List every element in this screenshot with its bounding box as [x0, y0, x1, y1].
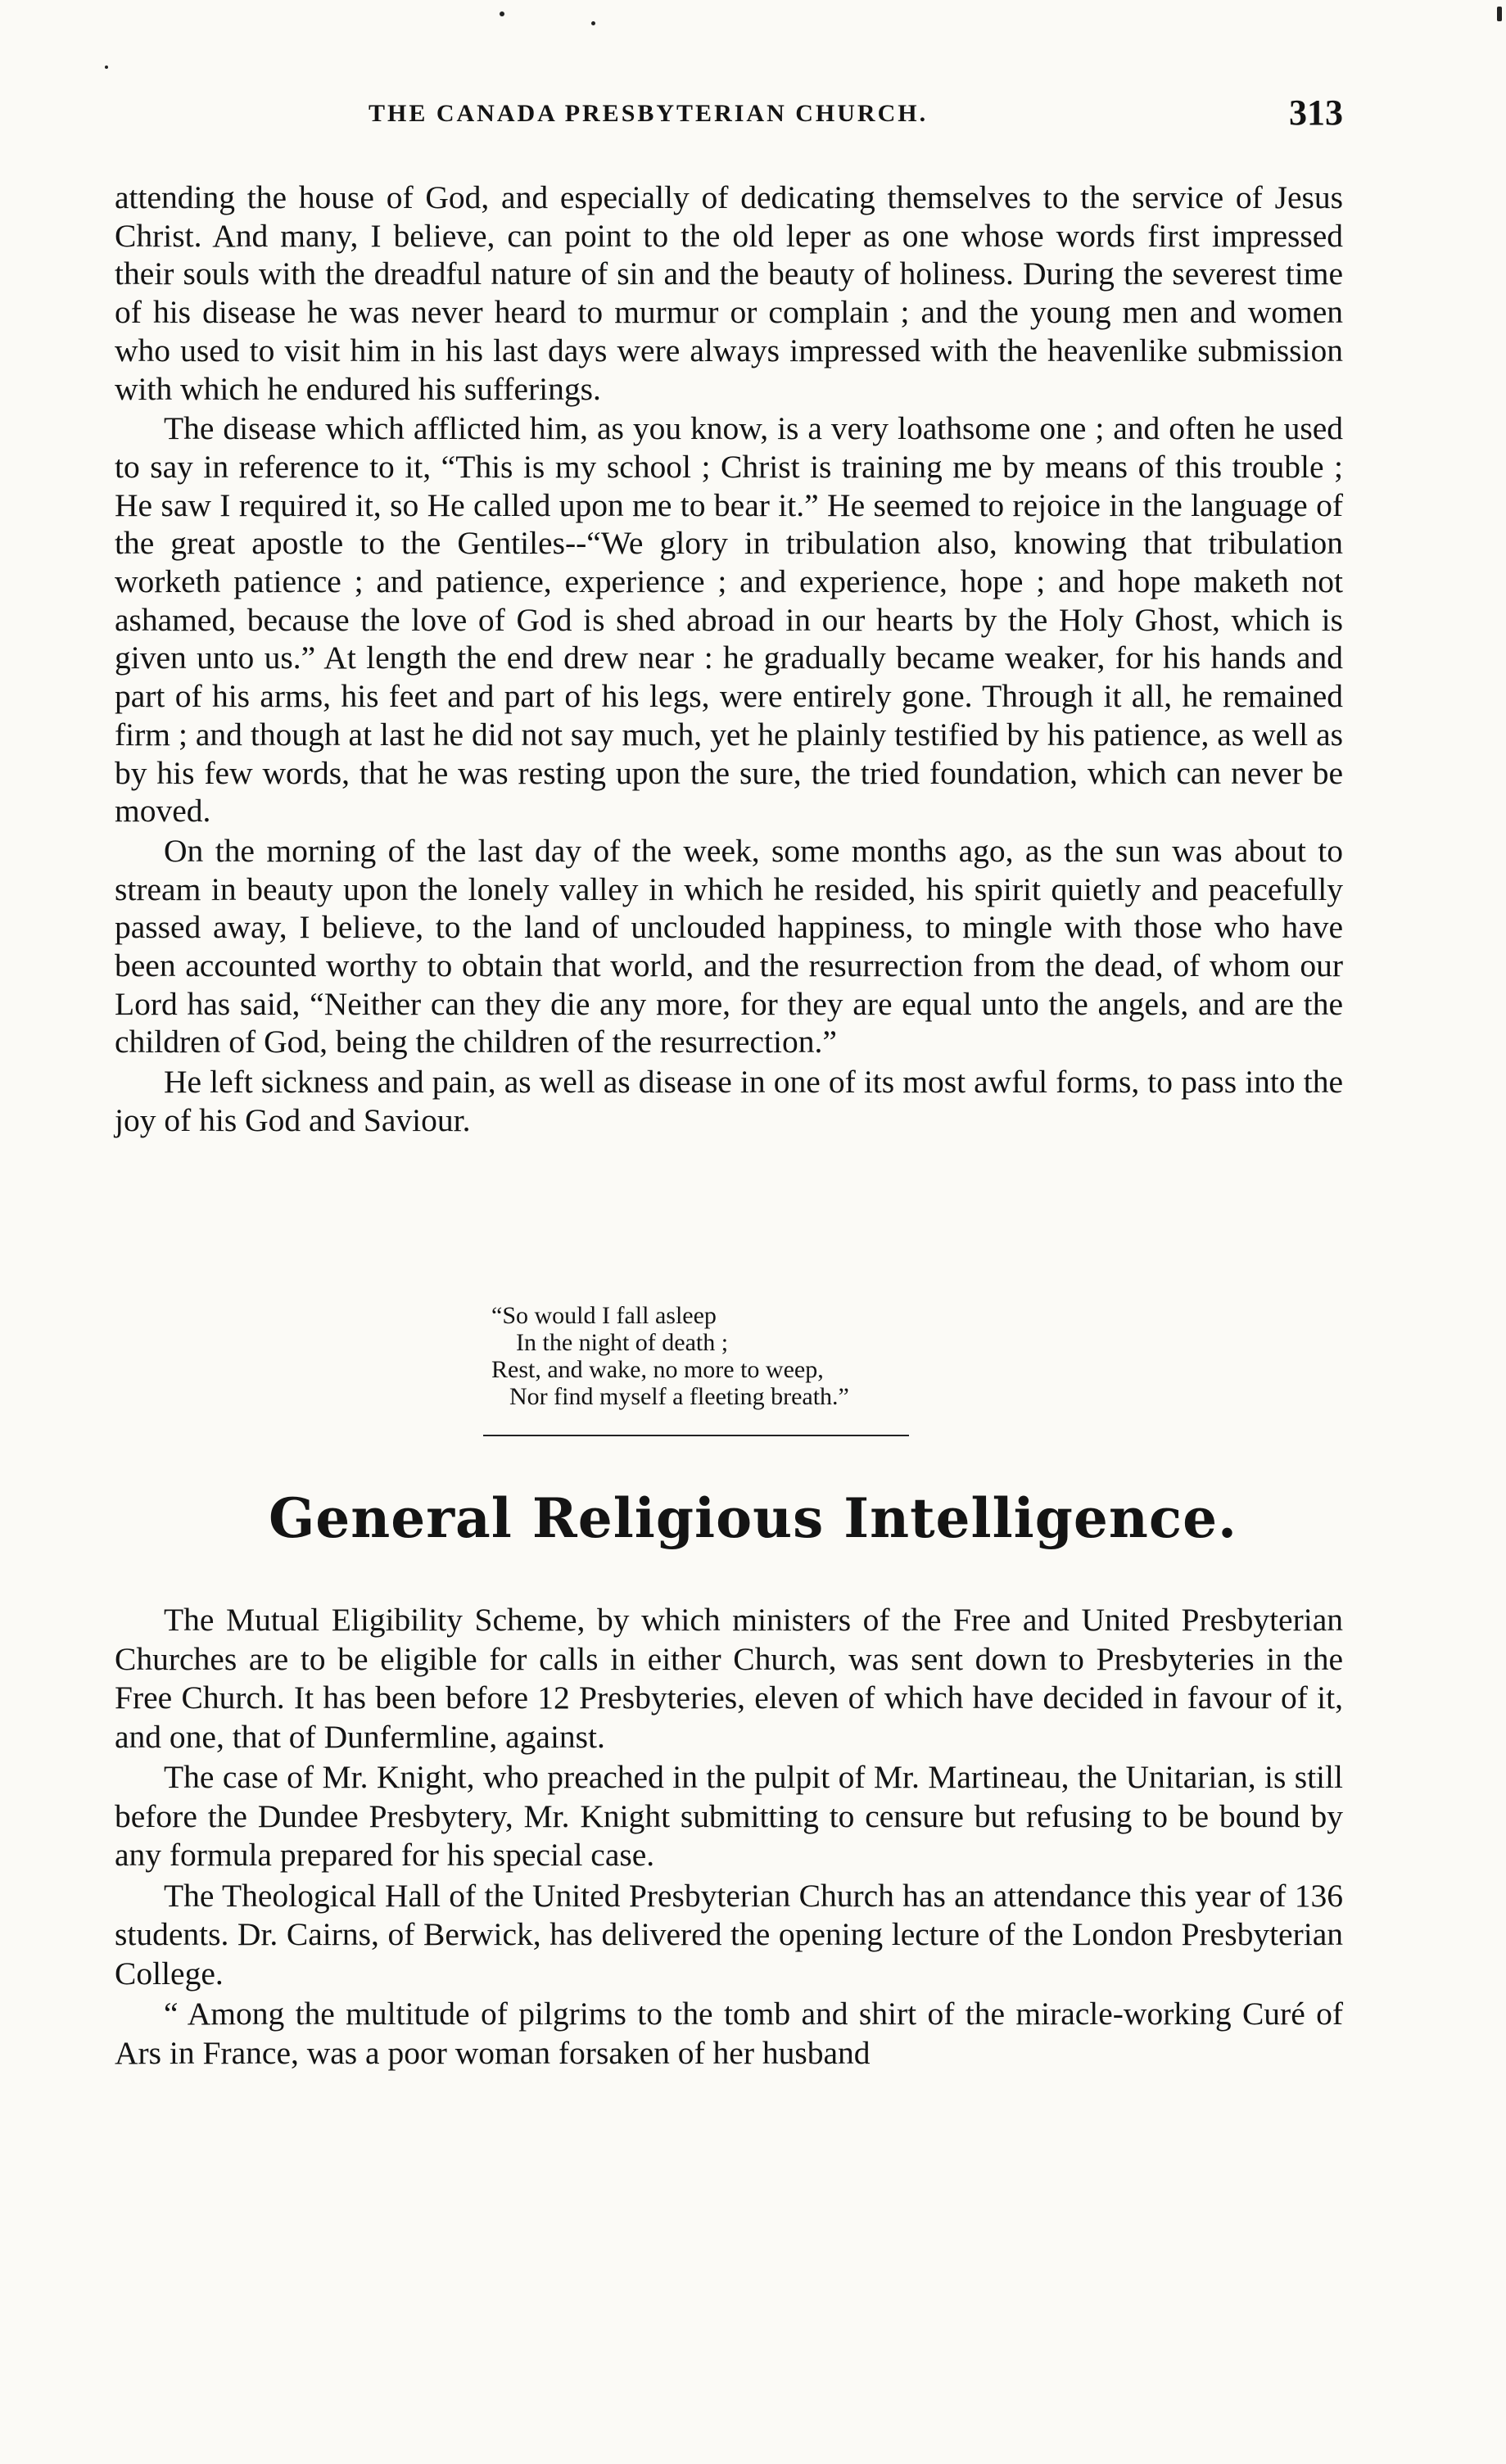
paragraph: He left sickness and pain, as well as disease in one of its most awful forms, to pass into the joy of his God and Saviour. — [115, 1064, 1343, 1138]
page-number: 313 — [1289, 93, 1343, 133]
paragraph: On the morning of the last day of the week, some months ago, as the sun was about to stream in beauty upon the lonely valley in which he resided, his spirit quietly and peacefully passed away, I believe, to the land of unclouded happiness, to mingle with those who have been accounted worthy to obtain that world, and the resurrection from the dead, of whom our Lord has said, “Neither can they die any more, for they are equal unto the angels, and are the children of God, being the children of the resurrection.” — [115, 832, 1343, 1060]
obituary-text — [115, 179, 1343, 1142]
section-heading: General Religious Intelligence. — [268, 1486, 1238, 1550]
paragraph: The case of Mr. Knight, who preached in the pulpit of Mr. Martineau, the Unitarian, is still before the Dundee Presbytery, Mr. Knight submitting to censure but refusing to be bound by any formula prepared for his special case. — [115, 1759, 1343, 1873]
running-title: THE CANADA PRESBYTERIAN CHURCH. — [369, 100, 929, 127]
poem-quotation — [491, 1302, 1146, 1410]
poem-line: “So would I fall asleep — [491, 1302, 717, 1329]
paragraph: The disease which afflicted him, as you know, is a very loathsome one ; and often he used to say in reference to it, “This is my school ; Christ is training me by means of this trouble ; He saw I required it, so He called upon me to bear it.” He seemed to rejoice in the language of the great apostle to the Gentiles--“We glory in tribulation also, knowing that tribulation worketh patience ; and patience, experience ; and experience, hope ; and hope maketh not ashamed, because the love of God is shed abroad in our hearts by the Holy Ghost, which is given unto us.” At length the end drew near : he gradually became weaker, for his hands and part of his arms, his feet and part of his legs, were entirely gone. Through it all, he remained firm ; and though at last he did not say much, yet he plainly testified by his patience, as well as by his few words, that he was resting upon the sure, the tried foundation, which can never be moved. — [115, 410, 1343, 830]
ink-speck — [500, 11, 504, 16]
section-divider — [483, 1435, 909, 1436]
page-header — [115, 92, 1343, 141]
paragraph: The Mutual Eligibility Scheme, by which ministers of the Free and United Presbyterian Churches are to be eligible for calls in either Church, was sent down to Presbyteries in the Free Church. It has been before 12 Presbyteries, eleven of which have decided in favour of it, and one, that of Dunfermline, against. — [115, 1602, 1343, 1755]
intelligence-text — [115, 1601, 1343, 2074]
ink-speck — [105, 66, 108, 69]
paragraph: “ Among the multitude of pilgrims to the tomb and shirt of the miracle-working Curé of Ars in France, was a poor woman forsaken of her husband — [115, 1996, 1343, 2071]
poem-line: Nor find myself a fleeting breath.” — [509, 1383, 849, 1410]
ink-speck — [591, 21, 595, 25]
poem-line: Rest, and wake, no more to weep, — [491, 1356, 824, 1383]
paragraph: attending the house of God, and especially of dedicating themselves to the service of Jesus Christ. And many, I believe, can point to the old leper as one whose words first impressed their souls with the dreadful nature of sin and the beauty of holiness. During the severest time of his disease he was never heard to murmur or complain ; and the young men and women who used to visit him in his last days were always impressed with the heavenlike submission with which he endured his sufferings. — [115, 179, 1343, 407]
paragraph: The Theological Hall of the United Presbyterian Church has an attendance this year of 136 students. Dr. Cairns, of Berwick, has delivered the opening lecture of the London Presbyterian College. — [115, 1877, 1343, 1992]
ink-speck — [1497, 7, 1502, 21]
poem-line: In the night of death ; — [516, 1329, 729, 1356]
